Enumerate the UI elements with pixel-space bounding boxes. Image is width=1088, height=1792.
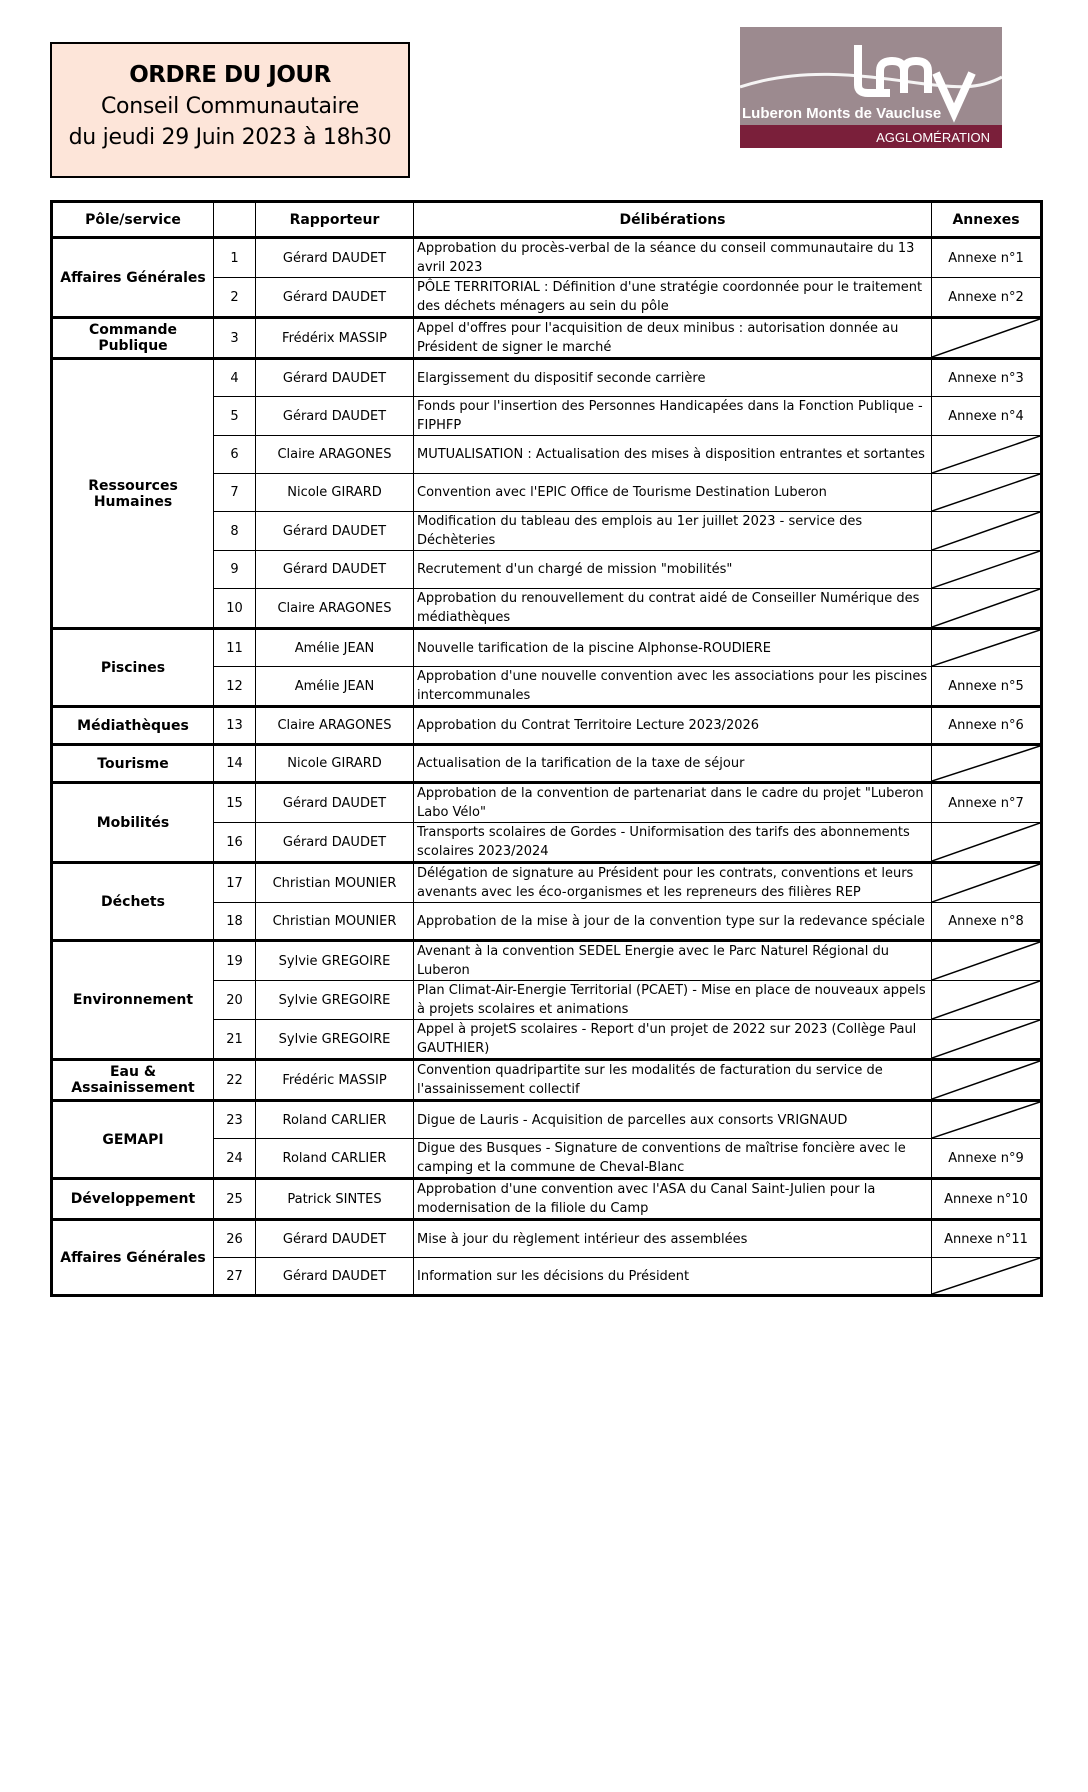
row-number: 18 (214, 903, 256, 941)
no-annex-cell (932, 512, 1042, 551)
row-number: 19 (214, 941, 256, 981)
deliberation-cell: Approbation de la convention de partenariat dans le cadre du projet "Luberon Labo Vélo" (414, 783, 932, 823)
agenda-body (52, 238, 1042, 1296)
diagonal-strike-icon (932, 823, 1040, 861)
row-number: 3 (214, 318, 256, 359)
deliberation-cell: Appel à projetS scolaires - Report d'un projet de 2022 sur 2023 (Collège Paul GAUTHIER) (414, 1020, 932, 1060)
row-number: 21 (214, 1020, 256, 1060)
diagonal-strike-icon (932, 1020, 1040, 1058)
annex-cell: Annexe n°6 (932, 707, 1042, 745)
annex-cell: Annexe n°9 (932, 1139, 1042, 1179)
deliberation-cell: Mise à jour du règlement intérieur des assemblées (414, 1220, 932, 1258)
rapporteur-cell: Claire ARAGONES (256, 707, 414, 745)
pole-cell: Piscines (52, 629, 214, 707)
pole-cell: Déchets (52, 863, 214, 941)
deliberation-cell: Approbation d'une convention avec l'ASA du Canal Saint-Julien pour la modernisation de la filiole du Camp (414, 1179, 932, 1220)
table-row (52, 1101, 1042, 1139)
deliberation-cell: Nouvelle tarification de la piscine Alphonse-ROUDIERE (414, 629, 932, 667)
table-row (52, 863, 1042, 903)
rapporteur-cell: Sylvie GREGOIRE (256, 941, 414, 981)
diagonal-strike-icon (932, 746, 1040, 781)
deliberation-cell: Avenant à la convention SEDEL Energie avec le Parc Naturel Régional du Luberon (414, 941, 932, 981)
diagonal-strike-icon (932, 1258, 1040, 1294)
header-number (214, 202, 256, 238)
rapporteur-cell: Gérard DAUDET (256, 359, 414, 397)
row-number: 13 (214, 707, 256, 745)
header-rapporteur: Rapporteur (256, 202, 414, 238)
diagonal-strike-icon (932, 551, 1040, 588)
row-number: 12 (214, 667, 256, 707)
deliberation-cell: Délégation de signature au Président pour les contrats, conventions et leurs avenants avec les éco-organismes et les repreneurs des filières REP (414, 863, 932, 903)
deliberation-cell: Transports scolaires de Gordes - Uniformisation des tarifs des abonnements scolaires 2023/2024 (414, 823, 932, 863)
rapporteur-cell: Gérard DAUDET (256, 783, 414, 823)
deliberation-cell: Appel d'offres pour l'acquisition de deux minibus : autorisation donnée au Président de signer le marché (414, 318, 932, 359)
deliberation-cell: Approbation de la mise à jour de la convention type sur la redevance spéciale (414, 903, 932, 941)
annex-cell: Annexe n°8 (932, 903, 1042, 941)
rapporteur-cell: Amélie JEAN (256, 629, 414, 667)
rapporteur-cell: Sylvie GREGOIRE (256, 1020, 414, 1060)
rapporteur-cell: Gérard DAUDET (256, 397, 414, 436)
deliberation-cell: Plan Climat-Air-Energie Territorial (PCAET) - Mise en place de nouveaux appels à projets scolaires et animations (414, 981, 932, 1020)
deliberation-cell: Actualisation de la tarification de la taxe de séjour (414, 745, 932, 783)
no-annex-cell (932, 1020, 1042, 1060)
diagonal-strike-icon (932, 474, 1040, 511)
no-annex-cell (932, 436, 1042, 474)
no-annex-cell (932, 981, 1042, 1020)
rapporteur-cell: Claire ARAGONES (256, 589, 414, 629)
deliberation-cell: Approbation du renouvellement du contrat aidé de Conseiller Numérique des médiathèques (414, 589, 932, 629)
row-number: 6 (214, 436, 256, 474)
meeting-date: du jeudi 29 Juin 2023 à 18h30 (68, 125, 392, 150)
annex-cell: Annexe n°2 (932, 278, 1042, 318)
no-annex-cell (932, 1060, 1042, 1101)
row-number: 1 (214, 238, 256, 278)
no-annex-cell (932, 551, 1042, 589)
pole-cell: Médiathèques (52, 707, 214, 745)
annex-cell: Annexe n°10 (932, 1179, 1042, 1220)
no-annex-cell (932, 474, 1042, 512)
row-number: 17 (214, 863, 256, 903)
deliberation-cell: Convention avec l'EPIC Office de Tourisme Destination Luberon (414, 474, 932, 512)
rapporteur-cell: Gérard DAUDET (256, 823, 414, 863)
rapporteur-cell: Christian MOUNIER (256, 903, 414, 941)
rapporteur-cell: Gérard DAUDET (256, 1258, 414, 1296)
table-row (52, 238, 1042, 278)
no-annex-cell (932, 318, 1042, 359)
table-row (52, 1220, 1042, 1258)
row-number: 27 (214, 1258, 256, 1296)
table-row (52, 318, 1042, 359)
table-row (52, 629, 1042, 667)
row-number: 10 (214, 589, 256, 629)
pole-cell: Environnement (52, 941, 214, 1060)
row-number: 11 (214, 629, 256, 667)
no-annex-cell (932, 823, 1042, 863)
rapporteur-cell: Gérard DAUDET (256, 278, 414, 318)
rapporteur-cell: Christian MOUNIER (256, 863, 414, 903)
rapporteur-cell: Patrick SINTES (256, 1179, 414, 1220)
diagonal-strike-icon (932, 1061, 1040, 1099)
row-number: 24 (214, 1139, 256, 1179)
row-number: 2 (214, 278, 256, 318)
title-box (50, 42, 410, 178)
row-number: 9 (214, 551, 256, 589)
no-annex-cell (932, 941, 1042, 981)
deliberation-cell: Digue de Lauris - Acquisition de parcelles aux consorts VRIGNAUD (414, 1101, 932, 1139)
row-number: 8 (214, 512, 256, 551)
row-number: 5 (214, 397, 256, 436)
diagonal-strike-icon (932, 319, 1040, 357)
deliberation-cell: Digue des Busques - Signature de conventions de maîtrise foncière avec le camping et la commune de Cheval-Blanc (414, 1139, 932, 1179)
rapporteur-cell: Gérard DAUDET (256, 1220, 414, 1258)
deliberation-cell: Convention quadripartite sur les modalités de facturation du service de l'assainissement collectif (414, 1060, 932, 1101)
table-row (52, 941, 1042, 981)
rapporteur-cell: Roland CARLIER (256, 1139, 414, 1179)
deliberation-cell: Recrutement d'un chargé de mission "mobilités" (414, 551, 932, 589)
diagonal-strike-icon (932, 1102, 1040, 1138)
rapporteur-cell: Gérard DAUDET (256, 512, 414, 551)
table-row (52, 707, 1042, 745)
row-number: 20 (214, 981, 256, 1020)
row-number: 14 (214, 745, 256, 783)
pole-cell: Affaires Générales (52, 238, 214, 318)
header-annexes: Annexes (932, 202, 1042, 238)
row-number: 16 (214, 823, 256, 863)
table-row (52, 1179, 1042, 1220)
deliberation-cell: Approbation d'une nouvelle convention avec les associations pour les piscines intercommunales (414, 667, 932, 707)
deliberation-cell: Information sur les décisions du Président (414, 1258, 932, 1296)
rapporteur-cell: Sylvie GREGOIRE (256, 981, 414, 1020)
rapporteur-cell: Gérard DAUDET (256, 238, 414, 278)
rapporteur-cell: Frédérix MASSIP (256, 318, 414, 359)
no-annex-cell (932, 863, 1042, 903)
row-number: 4 (214, 359, 256, 397)
row-number: 25 (214, 1179, 256, 1220)
agglomeration-logo (740, 27, 1002, 148)
diagonal-strike-icon (932, 512, 1040, 550)
deliberation-cell: Approbation du procès-verbal de la séance du conseil communautaire du 13 avril 2023 (414, 238, 932, 278)
pole-cell: Affaires Générales (52, 1220, 214, 1296)
no-annex-cell (932, 745, 1042, 783)
no-annex-cell (932, 1101, 1042, 1139)
row-number: 22 (214, 1060, 256, 1101)
no-annex-cell (932, 589, 1042, 629)
diagonal-strike-icon (932, 981, 1040, 1019)
logo-name: Luberon Monts de Vaucluse (742, 105, 942, 122)
annex-cell: Annexe n°11 (932, 1220, 1042, 1258)
row-number: 26 (214, 1220, 256, 1258)
row-number: 15 (214, 783, 256, 823)
no-annex-cell (932, 629, 1042, 667)
diagonal-strike-icon (932, 436, 1040, 473)
rapporteur-cell: Nicole GIRARD (256, 745, 414, 783)
deliberation-cell: Approbation du Contrat Territoire Lecture 2023/2026 (414, 707, 932, 745)
rapporteur-cell: Gérard DAUDET (256, 551, 414, 589)
table-header-row (52, 202, 1042, 238)
no-annex-cell (932, 1258, 1042, 1296)
annex-cell: Annexe n°7 (932, 783, 1042, 823)
deliberation-cell: Fonds pour l'insertion des Personnes Handicapées dans la Fonction Publique - FIPHFP (414, 397, 932, 436)
rapporteur-cell: Amélie JEAN (256, 667, 414, 707)
header-deliberations: Délibérations (414, 202, 932, 238)
pole-cell: Eau & Assainissement (52, 1060, 214, 1101)
diagonal-strike-icon (932, 630, 1040, 666)
row-number: 23 (214, 1101, 256, 1139)
annex-cell: Annexe n°3 (932, 359, 1042, 397)
pole-cell: Mobilités (52, 783, 214, 863)
rapporteur-cell: Frédéric MASSIP (256, 1060, 414, 1101)
annex-cell: Annexe n°4 (932, 397, 1042, 436)
deliberation-cell: MUTUALISATION : Actualisation des mises à disposition entrantes et sortantes (414, 436, 932, 474)
rapporteur-cell: Roland CARLIER (256, 1101, 414, 1139)
table-row (52, 1060, 1042, 1101)
header-pole: Pôle/service (52, 202, 214, 238)
table-row (52, 745, 1042, 783)
pole-cell: Commande Publique (52, 318, 214, 359)
pole-cell: GEMAPI (52, 1101, 214, 1179)
page-subtitle: Conseil Communautaire (101, 94, 359, 119)
logo-subtitle: AGGLOMÉRATION (876, 130, 990, 145)
pole-cell: Ressources Humaines (52, 359, 214, 629)
rapporteur-cell: Nicole GIRARD (256, 474, 414, 512)
agenda-table (50, 200, 1043, 1297)
rapporteur-cell: Claire ARAGONES (256, 436, 414, 474)
table-row (52, 783, 1042, 823)
page-title: ORDRE DU JOUR (129, 62, 331, 88)
table-row (52, 359, 1042, 397)
deliberation-cell: Elargissement du dispositif seconde carrière (414, 359, 932, 397)
annex-cell: Annexe n°5 (932, 667, 1042, 707)
diagonal-strike-icon (932, 942, 1040, 980)
diagonal-strike-icon (932, 864, 1040, 902)
row-number: 7 (214, 474, 256, 512)
annex-cell: Annexe n°1 (932, 238, 1042, 278)
deliberation-cell: Modification du tableau des emplois au 1er juillet 2023 - service des Déchèteries (414, 512, 932, 551)
pole-cell: Tourisme (52, 745, 214, 783)
deliberation-cell: PÔLE TERRITORIAL : Définition d'une stratégie coordonnée pour le traitement des déchets ménagers au sein du pôle (414, 278, 932, 318)
diagonal-strike-icon (932, 589, 1040, 627)
pole-cell: Développement (52, 1179, 214, 1220)
